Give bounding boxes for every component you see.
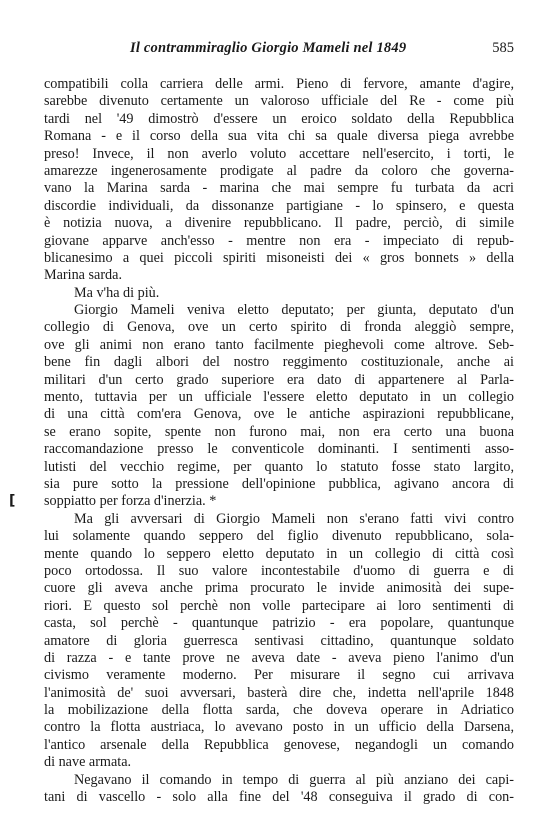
text-line: sia pure sotto la pressione dell'opinione pubblica, agivano ancora di — [44, 475, 514, 492]
text-line: amatore di gloria guerresca sentivasi cittadino, quantunque soldato — [44, 632, 514, 649]
text-line: l'animosità de' suoi avversari, basterà dire che, indetta nell'aprile 1848 — [44, 684, 514, 701]
text-line: casta, sol perchè - quantunque patrizio - era popolare, quantunque — [44, 615, 514, 632]
text-line: Negavano il comando in tempo di guerra al più anziano dei capi- — [74, 771, 514, 788]
text-line: giovane apparve anch'esso - mentre non era - impeciato di repub- — [44, 232, 514, 249]
text-line: sarebbe divenuto certamente un valoroso ufficiale del Re - come più — [44, 93, 514, 110]
text-line: Giorgio Mameli veniva eletto deputato; per giunta, deputato d'un — [74, 302, 514, 319]
text-line: tardi nel '49 dimostrò d'essere un eroico soldato della Repubblica — [44, 110, 514, 127]
text-line: soppiatto per forza d'inerzia. * — [44, 493, 217, 510]
margin-mark: [ — [9, 493, 16, 509]
text-line: lutisti del vecchio regime, per quanto lo statuto fosse stato largito, — [44, 458, 514, 475]
text-line: contro la flotta austriaca, lo avevano posto in un ufficio della Darsena, — [44, 719, 514, 736]
text-line: se erano sopite, spente non furono mai, non era certo una buona — [44, 423, 514, 440]
text-line: blicanesimo a quei piccoli spiriti misoneisti dei « gros bonnets » della — [44, 249, 514, 266]
text-line: mento, tuttavia per un ufficiale l'essere eletto deputato in un collegio — [44, 389, 514, 406]
text-line: Ma v'ha di più. — [74, 284, 160, 301]
text-line: cuore gli aveva anche prima procurato le invide animosità dei supe- — [44, 580, 514, 597]
page-number: 585 — [492, 40, 514, 56]
text-line: vano la Marina sarda - marina che mai sempre fu turbata da acri — [44, 180, 514, 197]
text-line: bene fin dagli albori del nostro reggimento costituzionale, anche ai — [44, 354, 514, 371]
text-line: ove gli animi non erano tanto facilmente pieghevoli come altrove. Seb- — [44, 336, 514, 353]
text-line: Ma gli avversari di Giorgio Mameli non s'erano fatti vivi contro — [74, 510, 514, 527]
body-text — [44, 76, 514, 806]
text-line: collegio di Genova, ove un certo spirito di fronda aleggiò sempre, — [44, 319, 514, 336]
text-line: militari d'un certo grado superiore era dato di appartenere al Parla- — [44, 371, 514, 388]
text-line: poco ortodossa. Il suo valore incontestabile d'uomo di guerra e di — [44, 562, 514, 579]
text-line: civismo veramente moderno. Per misurare il segno cui arrivava — [44, 667, 514, 684]
text-line: riori. E questo sol perchè non volle partecipare ai loro sentimenti di — [44, 597, 514, 614]
text-line: Marina sarda. — [44, 267, 122, 284]
text-line: Romana - e il corso della sua vita chi sa quale diversa piega avrebbe — [44, 128, 514, 145]
text-line: la mobilizazione della flotta sarda, che doveva operare in Adriatico — [44, 702, 514, 719]
text-line: discordie individuali, da dissonanze partigiane - lo spinsero, e questa — [44, 197, 514, 214]
text-line: lui solamente quando seppero del figlio divenuto repubblicano, sola- — [44, 528, 514, 545]
text-line: l'antico arsenale della Repubblica genovese, negandogli un comando — [44, 736, 514, 753]
text-line: amarezze ingenerosamente prodigate al padre da coloro che governa- — [44, 162, 514, 179]
text-line: compatibili colla carriera delle armi. Pieno di fervore, amante d'agire, — [44, 76, 514, 92]
text-line: di nave armata. — [44, 754, 132, 771]
text-line: tani di vascello - solo alla fine del '48 conseguiva il grado di con- — [44, 789, 514, 806]
text-line: di razza - e tante prove ne aveva date - aveva pieno l'animo d'un — [44, 649, 514, 666]
text-line: mente quando lo seppero eletto deputato in un collegio di città così — [44, 545, 514, 562]
running-title: Il contrammiraglio Giorgio Mameli nel 1849 — [130, 40, 407, 56]
text-line: di una città com'era Genova, ove le antiche aspirazioni repubblicane, — [44, 406, 514, 423]
text-line: è notizia nuova, a divenire repubblicano. Il padre, perciò, di simile — [44, 215, 514, 232]
text-line: preso! Invece, il non averlo voluto accettare nell'esercito, i torti, le — [44, 145, 514, 162]
running-header — [44, 40, 514, 62]
text-line: raccomandazione presso le conventicole dominanti. I sentimenti asso- — [44, 441, 514, 458]
